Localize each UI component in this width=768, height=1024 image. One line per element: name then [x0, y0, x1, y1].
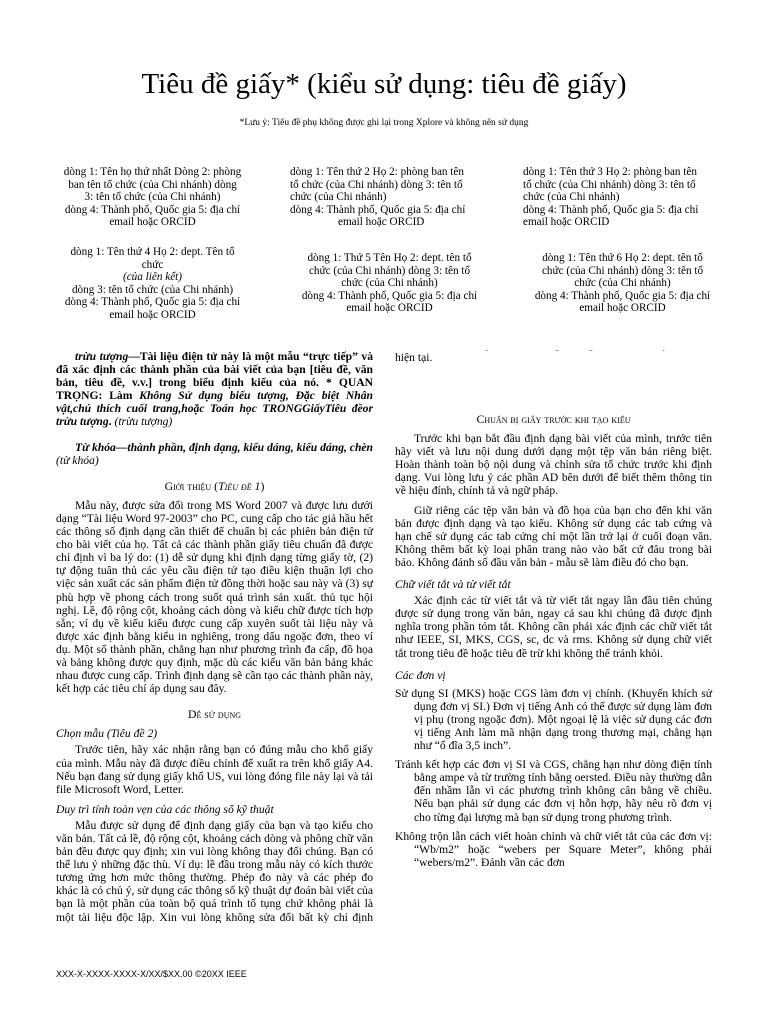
left-column [56, 350, 373, 923]
subsection-heading-abbreviations: Chữ viết tắt và từ viết tắt [395, 578, 511, 592]
author-line: dòng 4: Thành phố, Quốc gia 5: địa chỉ [301, 289, 478, 302]
prepare-paragraph-2: Giữ riêng các tệp văn bản và đồ họa của bạn cho đến khi văn bản được định dạng và tạo kiểu. Không sử dụng các tab cứng và hạn chế sử dụng các tab cứng chỉ một lần trở lại ở cuối đoạn văn. Không thêm bất kỳ loại phân trang nào vào bất cứ đâu trong bài báo. Không đánh số đầu văn bản - mẫu sẽ làm điều đó cho bạn. [395, 503, 712, 569]
subsection-heading-template: Chọn mẫu (Tiêu đề 2) [56, 727, 158, 741]
section-heading-intro [56, 480, 373, 493]
heading-end: ) [260, 478, 265, 493]
author-1 [50, 166, 255, 229]
section-heading-ease: Dễ sử dụng [187, 707, 242, 722]
template-paragraph: Trước tiên, hãy xác nhận rằng bạn có đúng mẫu cho khổ giấy của mình. Mẫu này đã được điều chỉnh để xuất ra trên khổ giấy A4. Nếu bạn đang sử dụng giấy khổ US, vui lòng đóng file này lại và tải file Microsoft Word, Letter. [56, 743, 373, 796]
author-line: chức (của Chi nhánh) dòng 3: tên tổ [308, 264, 471, 277]
units-item-1: Sử dụng SI (MKS) hoặc CGS làm đơn vị chính. (Khuyến khích sử dụng đơn vị SI.) Đơn vị tiếng Anh có thể được sử dụng làm đơn vị phụ (trong ngoặc đơn). Một ngoại lệ là việc sử dụng các đơn vị tiếng Anh làm mã nhận dạng trong thương mại, chẳng hạn như “ổ đĩa 3,5 inch”. [395, 686, 712, 753]
author-5 [287, 252, 492, 315]
keywords-style-tag: (từ khóa) [56, 453, 99, 467]
heading-italic: Tiêu đề 1 [218, 478, 261, 493]
author-line: email hoặc ORCID [346, 302, 433, 315]
integrity-paragraph-continued [395, 350, 712, 402]
author-6 [520, 252, 725, 315]
author-line: chức (của Chi nhánh) [574, 277, 671, 290]
author-line: email hoặc ORCID [109, 216, 196, 229]
author-line: dòng 1: Tên thứ 3 Họ 2: phòng ban tên [523, 166, 697, 178]
author-2 [290, 166, 495, 229]
abstract-lead: trừu tượng [75, 350, 129, 363]
abstract [56, 350, 373, 429]
subtitle-note: *Lưu ý: Tiêu đề phụ không được ghi lại trong Xplore và không nên sử dụng [239, 118, 529, 128]
units-item-3: Không trộn lẫn cách viết hoàn chỉnh và chữ viết tắt của các đơn vị: “Wb/m2” hoặc “webers per Square Meter”, không phải “webers/m2”. Đánh vần các đơn [395, 829, 712, 869]
subsection-heading-integrity: Duy trì tính toàn vẹn của các thông số kỹ thuật [56, 802, 274, 816]
author-line: 3: tên tổ chức (của Chi nhánh) [84, 191, 221, 204]
author-line: tổ chức (của Chi nhánh) dòng 3: tên tổ [523, 178, 696, 191]
keywords-text: Từ khóa—thành phần, định dạng, kiểu dáng, kiểu dáng, chèn [75, 440, 373, 454]
abstract-end: . [108, 415, 115, 429]
author-line: dòng 3: tên tổ chức (của Chi nhánh) [71, 283, 234, 296]
author-line: email hoặc ORCID [338, 216, 425, 229]
abstract-style-tag: (trừu tượng) [114, 415, 173, 429]
keywords [56, 441, 373, 467]
subsection-heading-units: Các đơn vị [395, 668, 446, 682]
heading-text: Giới thiệu ( [164, 478, 219, 493]
author-line: (của liên kết) [122, 271, 182, 284]
right-column [395, 350, 712, 869]
abbreviations-paragraph: Xác định các từ viết tắt và từ viết tắt ngay lần đầu tiên chúng được sử dụng trong văn bản, ngay cả sau khi chúng đã được định nghĩa trong phần tóm tắt. Không cần phải xác định các chữ viết tắt như IEEE, SI, MKS, CGS, sc, dc và rms. Không sử dụng chữ viết tắt trong tiêu đề hoặc tiêu đề trừ khi không thể tránh khỏi. [395, 594, 712, 660]
intro-paragraph: Mẫu này, được sửa đổi trong MS Word 2007 và được lưu dưới dạng “Tài liệu Word 97-2003” cho PC, cung cấp cho tác giả hầu hết các thông số định dạng cần thiết để chuẩn bị các phiên bản điện tử cho bài viết của họ. Tất cả các thành phần giấy tiêu chuẩn đã được chỉ định vì ba lý do: (1) dễ sử dụng khi định dạng từng giấy tờ, (2) tự động tuân thủ các yêu cầu điện tử tạo điều kiện thuận lợi cho việc sản xuất các sản phẩm điện tử đồng thời hoặc sau này và (3) sự phù hợp về phong cách trong suốt quá trình sản xuất. thủ tục hội nghị. Lề, độ rộng cột, khoảng cách dòng và kiểu chữ được tích hợp sẵn; ví dụ về kiểu kiểu được cung cấp xuyên suốt tài liệu này và được xác định bằng kiểu in nghiêng, trong dấu ngoặc đơn, theo ví dụ. Một số thành phần, chẳng hạn như phương trình đa cấp, đồ họa và bảng không được quy định, mặc dù các kiểu văn bản bảng khác nhau được cung cấp. Trình định dạng sẽ cần tạo các thành phần này, kết hợp các tiêu chí áp dụng sau đây. [56, 498, 373, 696]
author-line: chức (của Chi nhánh) dòng 3: tên tổ [541, 264, 704, 277]
author-line: dòng 1: Tên thứ 4 Họ 2: dept. Tên tổ [70, 246, 235, 258]
author-line: email hoặc ORCID [109, 308, 196, 321]
author-line: dòng 4: Thành phố, Quốc gia 5: địa chỉ [523, 203, 699, 216]
integrity-paragraph: Mẫu được sử dụng để định dạng giấy của bạn và tạo kiểu cho văn bản. Tất cả lề, độ rộng cột, khoảng cách dòng và phông chữ văn bản đều được quy định; xin vui lòng không thay đổi chúng. Bạn có thể lưu ý những đặc thù. Ví dụ: lề đầu trong mẫu này có kích thước tương ứng hơn mức thông thường. Phép đo này và các phép đo khác là có chủ ý, sử dụng các thông số kỹ thuật dự đoán bài viết của bạn là một phần của toàn bộ quá trình tố tụng chứ không phải là một tài liệu độc lập. Xin vui lòng không sửa đổi bất kỳ chỉ định [56, 818, 373, 923]
body-columns [56, 350, 711, 950]
author-line: chức (của Chi nhánh) [523, 191, 620, 204]
author-line: dòng 1: Tên thứ 2 Họ 2: phòng ban tên [290, 166, 464, 178]
author-line: email hoặc ORCID [579, 302, 666, 315]
copyright-footer: XXX-X-XXXX-XXXX-X/XX/$XX.00 ©20XX IEEE [56, 969, 247, 979]
author-line: dòng 1: Tên họ thứ nhất Dòng 2: phòng [63, 166, 242, 178]
author-line: dòng 4: Thành phố, Quốc gia 5: địa chỉ [290, 203, 466, 216]
abstract-italic: Không Sử dụng biểu tượng, Đặc biệt Nhân vật,chú thích cuối trang,hoặc Toán học TRONGGiấyTiêu đềor trừu tượng [56, 389, 374, 429]
author-line: ban tên tổ chức (của Chi nhánh) dòng [68, 178, 237, 191]
units-item-2: Tránh kết hợp các đơn vị SI và CGS, chẳng hạn như dòng điện tính bằng ampe và từ trường tính bằng oersted. Điều này thường dẫn đến nhầm lẫn vì các phương trình không cân bằng về chiều. Nếu bạn phải sử dụng các đơn vị hỗn hợp, hãy nêu rõ đơn vị cho từng đại lượng mà bạn sử dụng trong phương trình. [395, 758, 712, 824]
integrity-continued-text: hiện tại. [395, 350, 433, 364]
author-line: dòng 1: Tên thứ 6 Họ 2: dept. tên tổ [542, 252, 703, 264]
paper-title: Tiêu đề giấy* (kiểu sử dụng: tiêu đề giấy) [141, 68, 627, 100]
prepare-paragraph-1: Trước khi bạn bắt đầu định dạng bài viết của mình, trước tiên hãy viết và lưu nội dung dưới dạng một tệp văn bản riêng biệt. Hoàn thành toàn bộ nội dung và chỉnh sửa tổ chức trước khi định dạng. Vui lòng lưu ý các phần AD bên dưới để biết thêm thông tin về hiệu đính, chính tả và ngữ pháp. [395, 432, 712, 498]
author-line: dòng 4: Thành phố, Quốc gia 5: địa chỉ [64, 203, 241, 216]
author-4 [50, 246, 255, 322]
author-line: dòng 4: Thành phố, Quốc gia 5: địa chỉ [64, 296, 241, 309]
author-line: dòng 4: Thành phố, Quốc gia 5: địa chỉ [534, 289, 711, 302]
author-line: chức (của Chi nhánh) [290, 191, 387, 204]
author-line: chức (của Chi nhánh) [341, 277, 438, 290]
author-line: dòng 1: Thứ 5 Tên Họ 2: dept. tên tổ [307, 252, 472, 264]
author-line: tổ chức (của Chi nhánh) dòng 3: tên tổ [290, 178, 463, 191]
abstract-body: —Tài liệu điện tử này là một mẫu “trực tiếp” và đã xác định các thành phần của bài viết của bạn [tiêu đề, văn bản, tiêu đề, v.v.] trong biểu định kiểu của nó. * QUAN TRỌNG: Làm [56, 350, 373, 403]
author-line: email hoặc ORCID [523, 216, 610, 229]
author-line: chức [141, 258, 164, 271]
section-heading-prepare: Chuẩn bị giấy trước khi tạo kiểu [476, 412, 631, 426]
author-3 [523, 166, 728, 229]
